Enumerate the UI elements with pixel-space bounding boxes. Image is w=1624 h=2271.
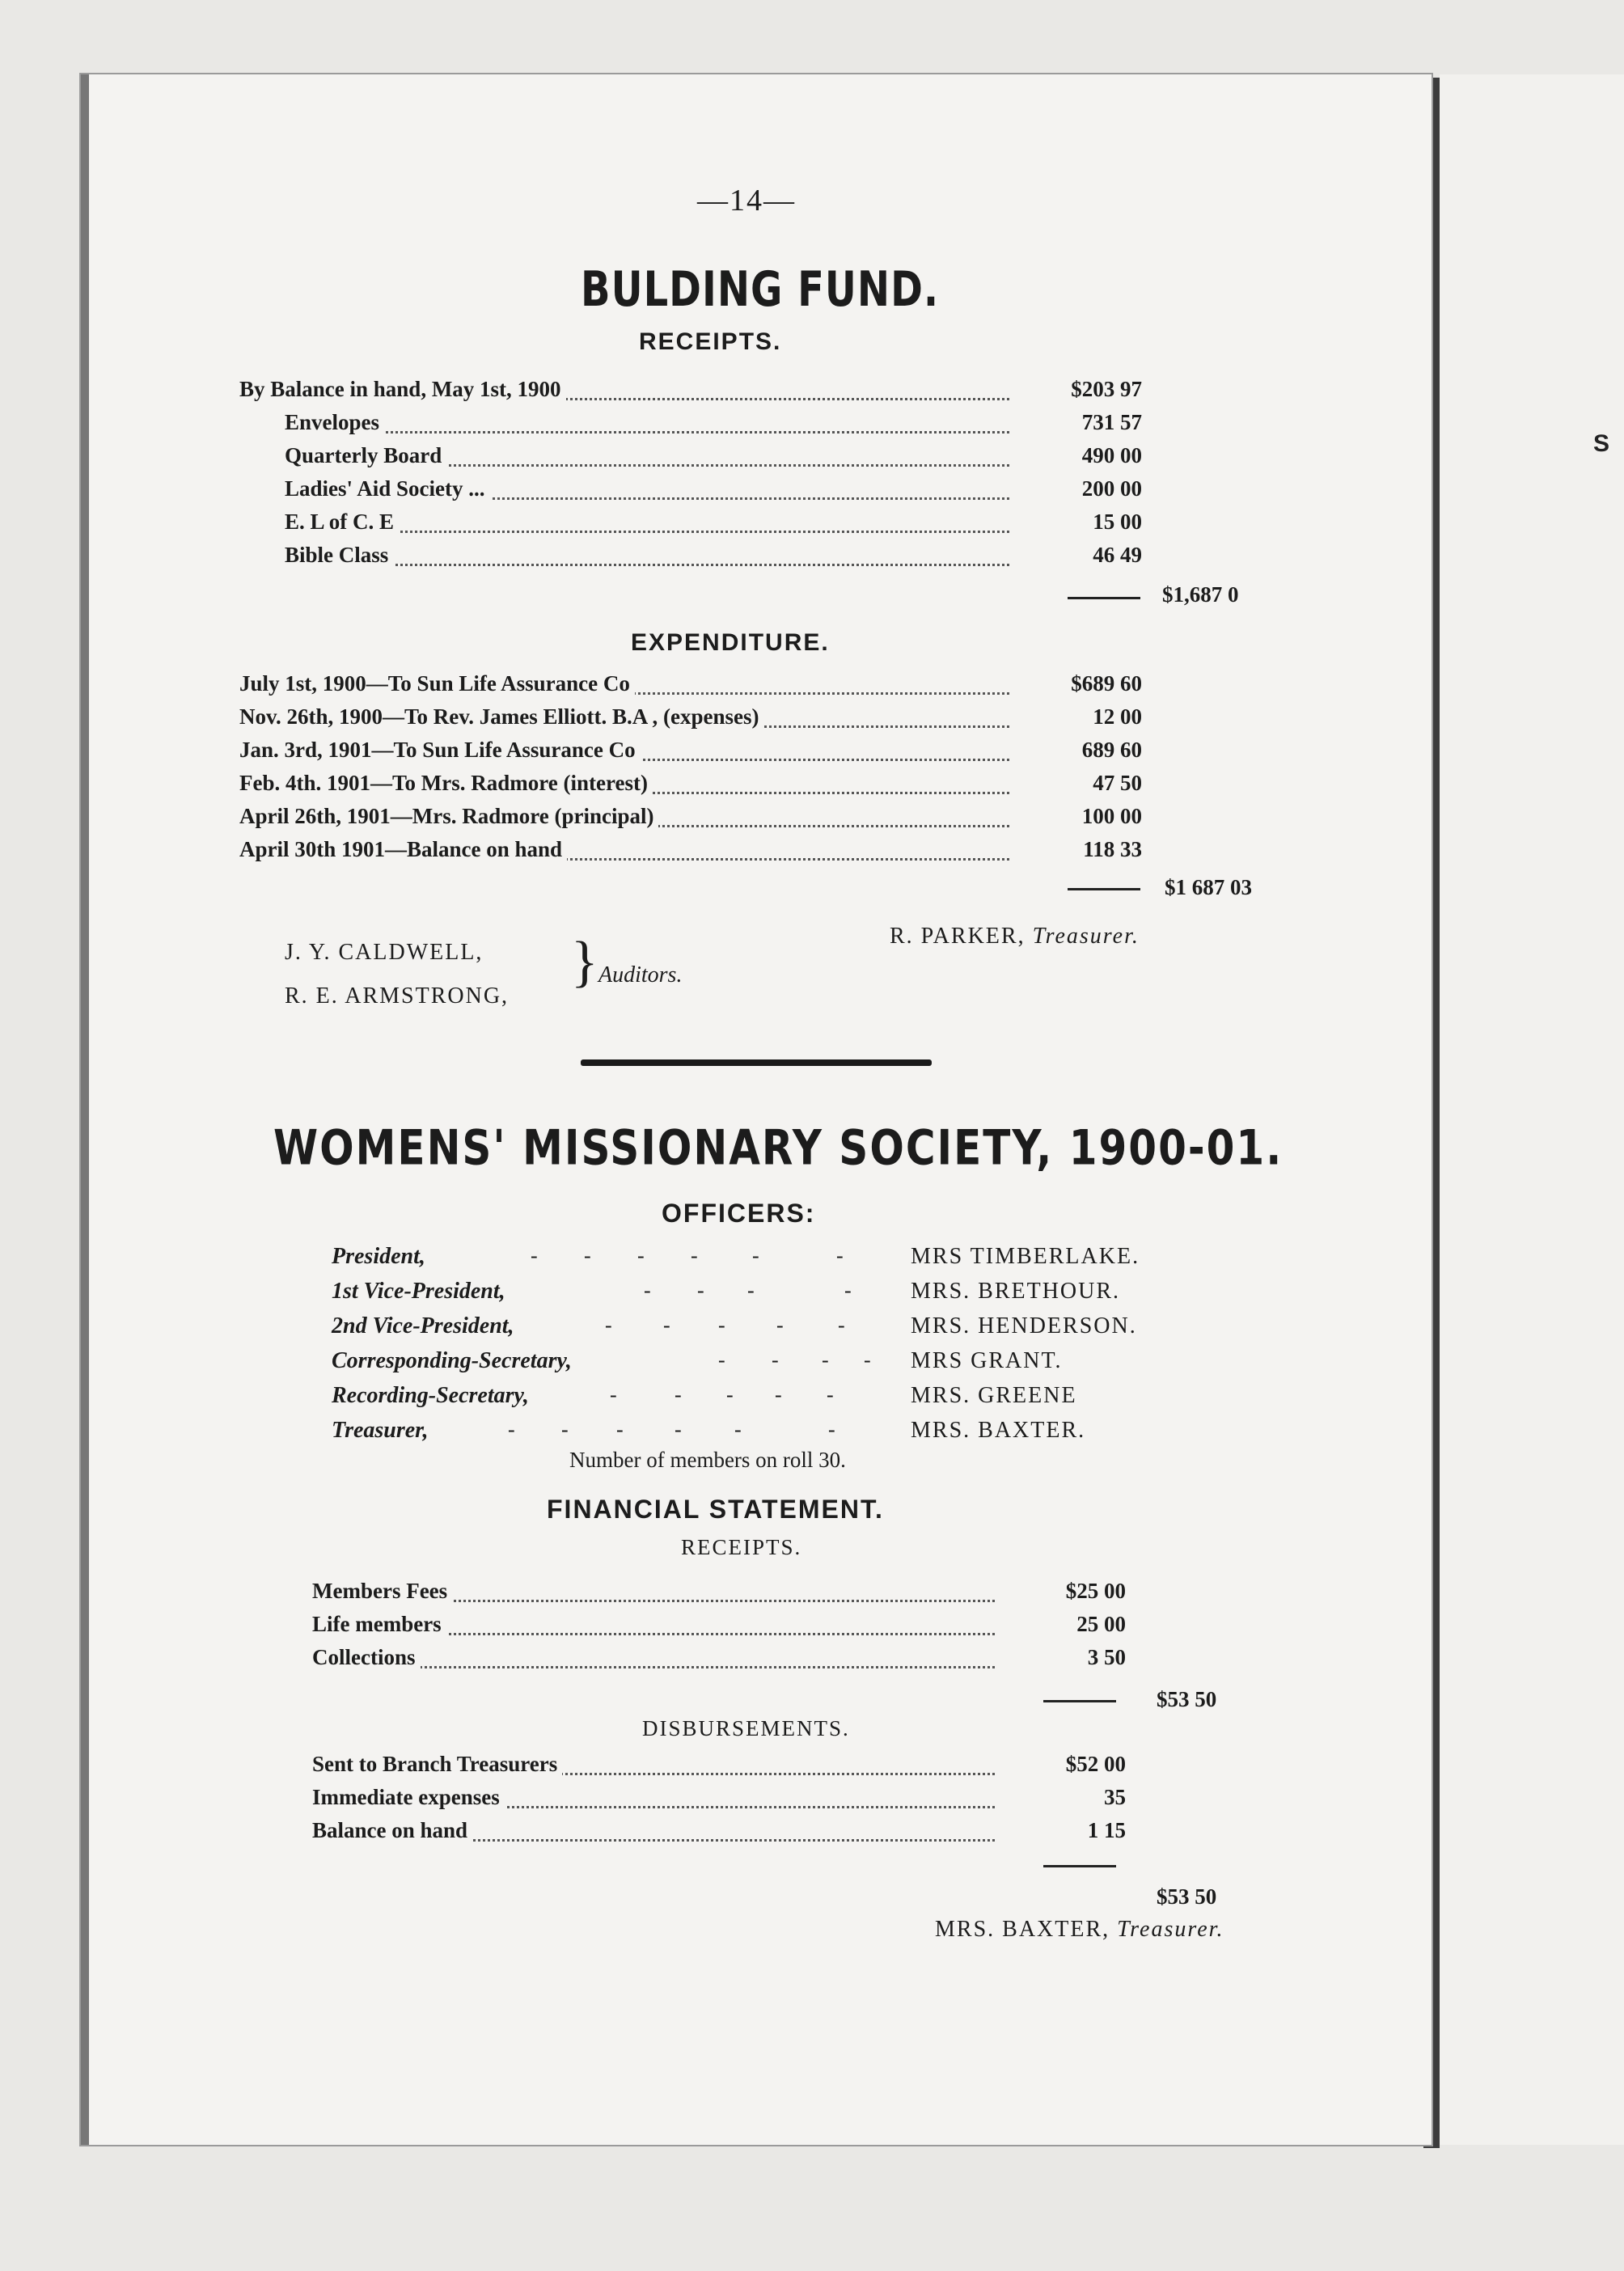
- leader-dash: -: [822, 1348, 829, 1372]
- officer-role: 1st Vice-President,: [332, 1279, 505, 1304]
- leader-dash: -: [838, 1313, 845, 1337]
- row-amount: 200 00: [1081, 476, 1142, 501]
- wms-receipts-heading: RECEIPTS.: [681, 1535, 802, 1559]
- receipts-total-rule: [1068, 597, 1140, 599]
- row-label: By Balance in hand, May 1st, 1900: [239, 377, 566, 402]
- officers-heading: OFFICERS:: [662, 1199, 816, 1228]
- row-label: Life members: [312, 1612, 446, 1637]
- row-amount: 118 33: [1083, 837, 1142, 861]
- leader-dash: -: [691, 1244, 698, 1267]
- section-divider: [581, 1059, 932, 1066]
- expenditure-row: [239, 771, 1142, 801]
- wms-disbursement-row: [312, 1752, 1126, 1783]
- leader-dash: -: [675, 1383, 682, 1406]
- wms-receipts-total: $53 50: [1157, 1687, 1217, 1711]
- expenditure-heading: EXPENDITURE.: [631, 629, 830, 656]
- row-amount: 46 49: [1093, 543, 1142, 567]
- leader-dash: -: [828, 1418, 835, 1441]
- receipt-row: [285, 476, 1142, 507]
- wms-title: WOMENS' MISSIONARY SOCIETY, 1900-01.: [273, 1119, 1284, 1176]
- building-fund-treasurer-name: R. PARKER,: [890, 924, 1026, 949]
- auditor-2: R. E. ARMSTRONG,: [285, 983, 510, 1009]
- expenditure-row: [239, 671, 1142, 702]
- leader-dash: -: [844, 1279, 852, 1302]
- leader-dash: -: [561, 1418, 569, 1441]
- row-label: Balance on hand: [312, 1818, 472, 1843]
- officer-role: President,: [332, 1244, 425, 1269]
- leader-dash: -: [675, 1418, 682, 1441]
- leader-dash: -: [836, 1244, 844, 1267]
- leader-dash: -: [752, 1244, 759, 1267]
- leader-dash: -: [605, 1313, 612, 1337]
- row-amount: $52 00: [1065, 1752, 1126, 1776]
- row-amount: 100 00: [1081, 804, 1142, 828]
- financial-statement-heading: FINANCIAL STATEMENT.: [547, 1495, 884, 1524]
- leader-dash: -: [610, 1383, 617, 1406]
- building-fund-receipts-total: $1,687 0: [1162, 582, 1239, 607]
- wms-treasurer-name: MRS. BAXTER,: [935, 1917, 1110, 1942]
- auditor-1: J. Y. CALDWELL,: [285, 940, 484, 965]
- wms-receipt-row: [312, 1612, 1126, 1643]
- building-fund-treasurer-title: Treasurer.: [1032, 924, 1140, 949]
- wms-disbursements-total-rule: [1043, 1865, 1116, 1867]
- auditors-brace: }: [571, 931, 598, 993]
- building-fund-receipts-heading: RECEIPTS.: [639, 328, 782, 355]
- building-fund-title: BULDING FUND.: [581, 261, 940, 318]
- wms-disbursements-total: $53 50: [1157, 1884, 1217, 1909]
- wms-treasurer-title: Treasurer.: [1117, 1917, 1224, 1942]
- building-fund-expenditure-total: $1 687 03: [1165, 875, 1252, 899]
- row-label: Immediate expenses: [312, 1785, 505, 1810]
- leader-dash: -: [531, 1244, 538, 1267]
- expenditure-row: [239, 804, 1142, 835]
- leader-dash: -: [616, 1418, 624, 1441]
- dot-leader: [285, 543, 1009, 566]
- officer-role: Treasurer,: [332, 1418, 429, 1443]
- receipt-row: [285, 443, 1142, 474]
- adjacent-page: [1440, 74, 1624, 2145]
- wms-receipts-total-rule: [1043, 1700, 1116, 1702]
- row-amount: 25 00: [1076, 1612, 1126, 1636]
- row-amount: 12 00: [1093, 704, 1142, 729]
- leader-dash: -: [772, 1348, 779, 1372]
- row-amount: 15 00: [1093, 510, 1142, 534]
- leader-dash: -: [508, 1418, 515, 1441]
- row-label: April 26th, 1901—Mrs. Radmore (principal): [239, 804, 658, 829]
- expenditure-row: [239, 837, 1142, 868]
- officer-name: MRS. GREENE: [911, 1383, 1077, 1408]
- officer-name: MRS GRANT.: [911, 1348, 1063, 1373]
- leader-dash: -: [734, 1418, 742, 1441]
- wms-disbursement-row: [312, 1818, 1126, 1849]
- row-label: April 30th 1901—Balance on hand: [239, 837, 567, 862]
- expenditure-row: [239, 738, 1142, 768]
- row-label: Envelopes: [285, 410, 384, 435]
- receipt-row: [285, 410, 1142, 441]
- leader-dash: -: [726, 1383, 734, 1406]
- disbursements-heading: DISBURSEMENTS.: [642, 1716, 850, 1740]
- row-label: E. L of C. E: [285, 510, 399, 535]
- receipt-row: [239, 377, 1142, 408]
- leader-dash: -: [718, 1348, 725, 1372]
- row-label: Members Fees: [312, 1579, 452, 1604]
- leader-dash: -: [637, 1244, 645, 1267]
- leader-dash: -: [718, 1313, 725, 1337]
- row-amount: 3 50: [1087, 1645, 1126, 1669]
- officer-name: MRS. BAXTER.: [911, 1418, 1086, 1443]
- adjacent-page-fragment: S: [1593, 430, 1610, 457]
- wms-disbursement-row: [312, 1785, 1126, 1816]
- page-number: —14—: [697, 184, 796, 218]
- leader-dash: -: [697, 1279, 704, 1302]
- row-label: Nov. 26th, 1900—To Rev. James Elliott. B.A , (expenses): [239, 704, 764, 730]
- members-note: Number of members on roll 30.: [569, 1448, 846, 1472]
- officer-name: MRS. BRETHOUR.: [911, 1279, 1121, 1304]
- officer-name: MRS. HENDERSON.: [911, 1313, 1137, 1338]
- row-amount: $689 60: [1071, 671, 1142, 696]
- leader-dash: -: [644, 1279, 651, 1302]
- wms-receipt-row: [312, 1645, 1126, 1676]
- officer-role: Corresponding-Secretary,: [332, 1348, 572, 1373]
- row-label: Quarterly Board: [285, 443, 446, 468]
- row-label: Jan. 3rd, 1901—To Sun Life Assurance Co: [239, 738, 641, 763]
- officer-role: 2nd Vice-President,: [332, 1313, 514, 1338]
- row-label: Sent to Branch Treasurers: [312, 1752, 562, 1777]
- expenditure-total-rule: [1068, 888, 1140, 890]
- dot-leader: [285, 410, 1009, 433]
- leader-dash: -: [747, 1279, 755, 1302]
- officer-role: Recording-Secretary,: [332, 1383, 529, 1408]
- leader-dash: -: [776, 1313, 784, 1337]
- row-label: Bible Class: [285, 543, 393, 568]
- leader-dash: -: [827, 1383, 834, 1406]
- officer-name: MRS TIMBERLAKE.: [911, 1244, 1140, 1269]
- row-amount: 1 15: [1087, 1818, 1126, 1842]
- row-amount: 47 50: [1093, 771, 1142, 795]
- row-label: Collections: [312, 1645, 421, 1670]
- row-label: Ladies' Aid Society ...: [285, 476, 490, 501]
- row-amount: 689 60: [1081, 738, 1142, 762]
- leader-dash: -: [663, 1313, 670, 1337]
- row-amount: $203 97: [1071, 377, 1142, 401]
- row-amount: $25 00: [1065, 1579, 1126, 1603]
- leader-dash: -: [584, 1244, 591, 1267]
- row-label: July 1st, 1900—To Sun Life Assurance Co: [239, 671, 635, 696]
- row-amount: 35: [1104, 1785, 1126, 1809]
- receipt-row: [285, 543, 1142, 573]
- wms-receipt-row: [312, 1579, 1126, 1609]
- row-label: Feb. 4th. 1901—To Mrs. Radmore (interest): [239, 771, 653, 796]
- receipt-row: [285, 510, 1142, 540]
- expenditure-row: [239, 704, 1142, 735]
- row-amount: 731 57: [1081, 410, 1142, 434]
- auditors-label: Auditors.: [598, 962, 683, 987]
- row-amount: 490 00: [1081, 443, 1142, 467]
- leader-dash: -: [864, 1348, 871, 1372]
- leader-dash: -: [775, 1383, 782, 1406]
